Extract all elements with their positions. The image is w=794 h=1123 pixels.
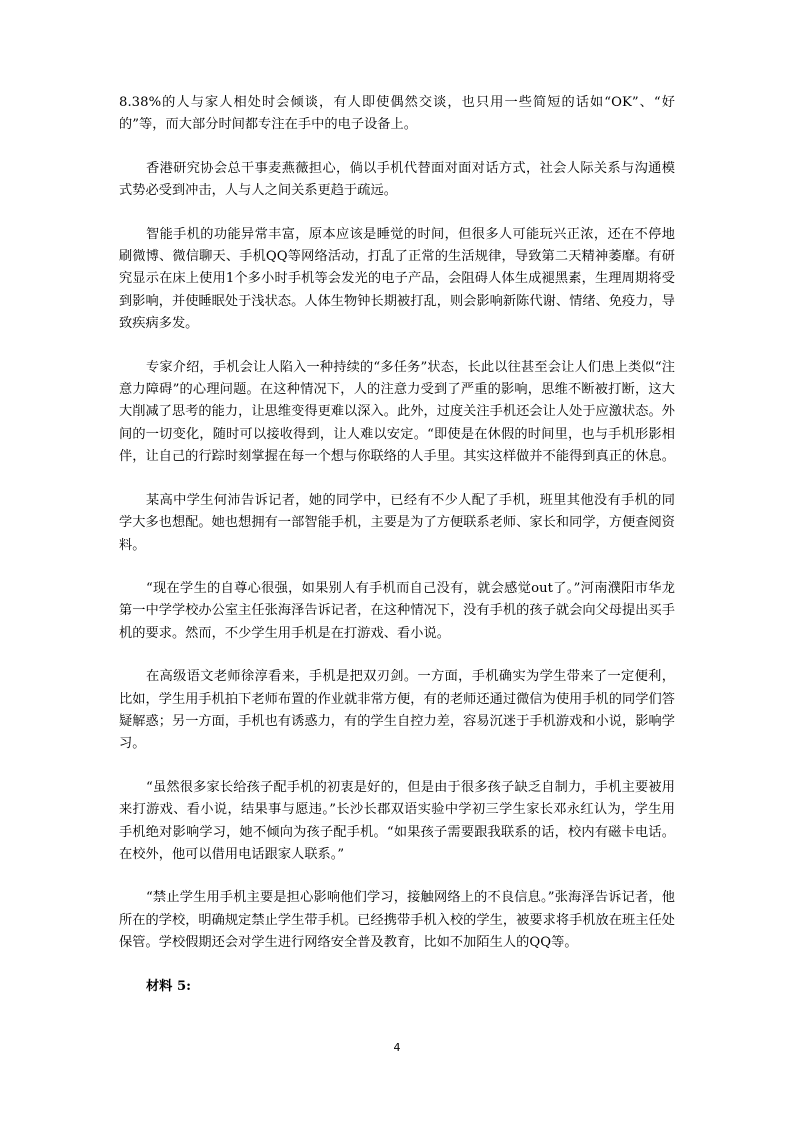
paragraph-7: 在高级语文老师徐淳看来，手机是把双刃剑。一方面，手机确实为学生带来了一定便利，比如，学生用手机拍下老师布置的作业就非常方便，有的老师还通过微信为使用手机的同学们答疑解惑；另一方面，手机也有诱惑力，有的学生自控力差，容易沉迷于手机游戏和小说，影响学习。	[119, 669, 675, 752]
page-number: 4	[393, 1041, 401, 1054]
document-body	[119, 92, 675, 998]
paragraph-8: “虽然很多家长给孩子配手机的初衷是好的，但是由于很多孩子缺乏自制力，手机主要被用来打游戏、看小说，结果事与愿违。”长沙长郡双语实验中学初三学生家长邓永红认为，学生用手机绝对影响学习，她不倾向为孩子配手机。“如果孩子需要跟我联系的话，校内有磁卡电话。在校外，他可以借用电话跟家人联系。”	[119, 779, 675, 862]
paragraph-9: “禁止学生用手机主要是担心影响他们学习，接触网络上的不良信息。”张海泽告诉记者，他所在的学校，明确规定禁止学生带手机。已经携带手机入校的学生，被要求将手机放在班主任处保管。学校假期还会对学生进行网络安全普及教育，比如不加陌生人的QQ等。	[119, 890, 675, 951]
paragraph-3: 智能手机的功能异常丰富，原本应该是睡觉的时间，但很多人可能玩兴正浓，还在不停地刷微博、微信聊天、手机QQ等网络活动，打乱了正常的生活规律，导致第二天精神萎靡。有研究显示在床上使用1个多小时手机等会发光的电子产品，会阻碍人体生成褪黑素，生理周期将受到影响，并使睡眠处于浅状态。人体生物钟长期被打乱，则会影响新陈代谢、情绪、免疫力，导致疾病多发。	[119, 226, 675, 332]
section-heading: 材料 5:	[146, 978, 192, 994]
paragraph-2: 香港研究协会总干事麦燕薇担心，倘以手机代替面对面对话方式，社会人际关系与沟通模式势必受到冲击，人与人之间关系更趋于疏远。	[119, 160, 675, 199]
paragraph-1: 8.38%的人与家人相处时会倾谈，有人即使偶然交谈，也只用一些简短的话如“OK”、“好的”等，而大部分时间都专注在手中的电子设备上。	[119, 95, 675, 133]
paragraph-5: 某高中学生何沛告诉记者，她的同学中，已经有不少人配了手机，班里其他没有手机的同学大多也想配。她也想拥有一部智能手机，主要是为了方便联系老师、家长和同学，方便查阅资料。	[119, 492, 675, 553]
paragraph-6: “现在学生的自尊心很强，如果别人有手机而自己没有，就会感觉out了。”河南濮阳市华龙第一中学学校办公室主任张海泽告诉记者，在这种情况下，没有手机的孩子就会向父母提出买手机的要求。然而，不少学生用手机是在打游戏、看小说。	[119, 580, 675, 641]
paragraph-4: 专家介绍，手机会让人陷入一种持续的“多任务”状态，长此以往甚至会让人们患上类似“注意力障碍”的心理问题。在这种情况下，人的注意力受到了严重的影响，思维不断被打断，这大大削减了思考的能力，让思维变得更难以深入。此外，过度关注手机还会让人处于应激状态。外间的一切变化，随时可以接收得到，让人难以安定。“即使是在休假的时间里，也与手机形影相伴，让自己的行踪时刻掌握在每一个想与你联络的人手里。其实这样做并不能得到真正的休息。	[119, 359, 675, 465]
